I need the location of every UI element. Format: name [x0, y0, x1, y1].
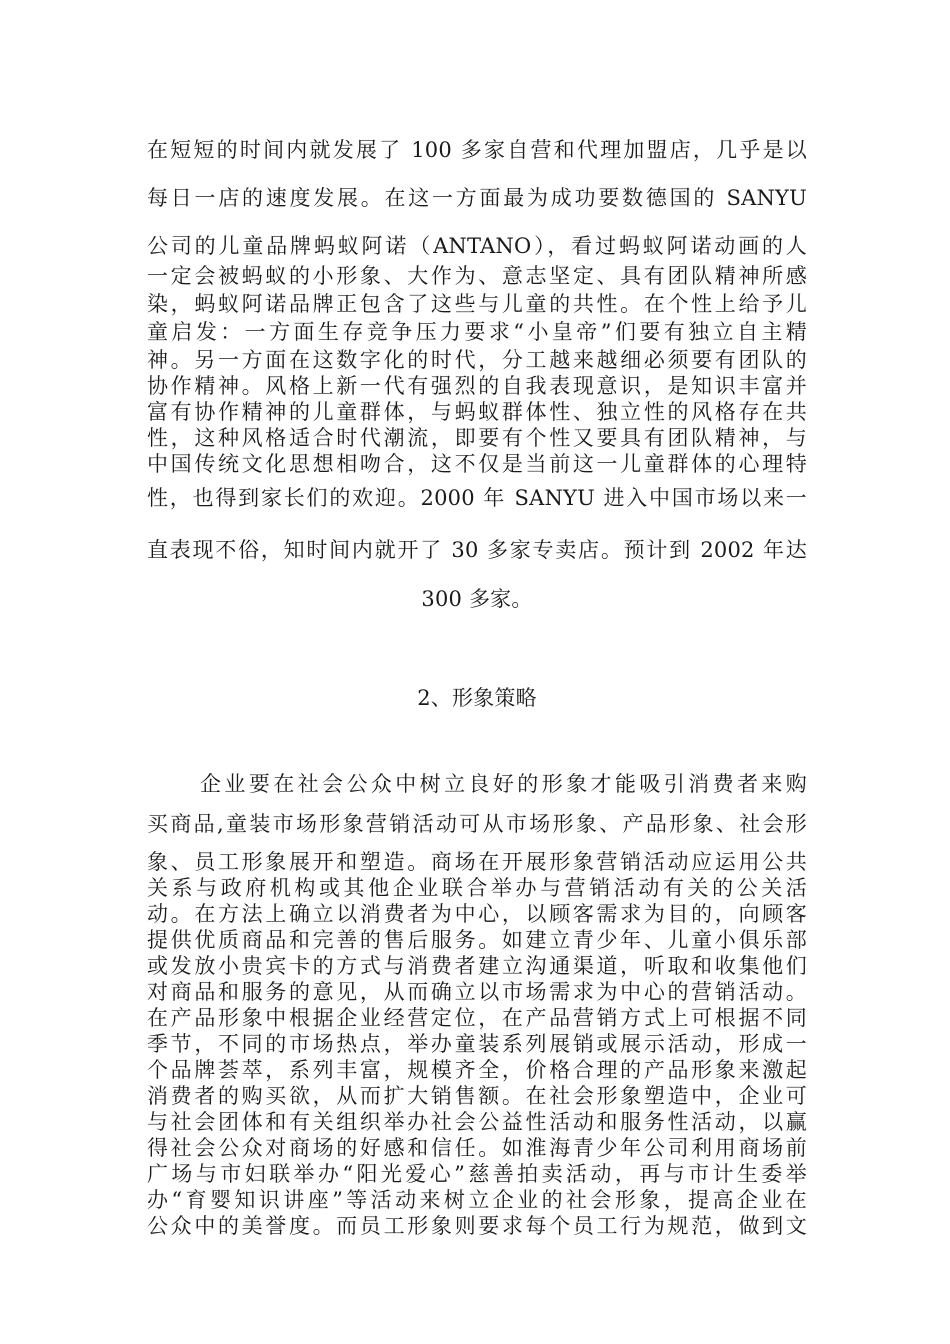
paragraph-line: 个品牌荟萃，系列丰富，规模齐全，价格合理的产品形象来激起	[147, 1058, 807, 1082]
paragraph-line: 染，蚂蚁阿诺品牌正包含了这些与儿童的共性。在个性上给予儿	[147, 292, 807, 316]
paragraph-line: 季节，不同的市场热点，举办童装系列展销或展示活动，形成一	[147, 1032, 807, 1056]
paragraph-line: 动。在方法上确立以消费者为中心，以顾客需求为目的，向顾客	[147, 902, 807, 926]
section-heading: 2、形象策略	[417, 686, 537, 710]
paragraph-line: 中国传统文化思想相吻合，这不仅是当前这一儿童群体的心理特	[147, 452, 807, 476]
paragraph-line: 性，这种风格适合时代潮流，即要有个性又要具有团队精神，与	[147, 426, 807, 450]
paragraph-line: 性，也得到家长们的欢迎。2000 年 SANYU 进入中国市场以来一	[147, 486, 807, 510]
paragraph-line: 企业要在社会公众中树立良好的形象才能吸引消费者来购	[200, 772, 807, 796]
paragraph-line: 或发放小贵宾卡的方式与消费者建立沟通渠道，听取和收集他们	[147, 954, 807, 978]
paragraph-line: 公司的儿童品牌蚂蚁阿诺（ANTANO），看过蚂蚁阿诺动画的人	[147, 234, 807, 258]
paragraph-line: 对商品和服务的意见，从而确立以市场需求为中心的营销活动。	[147, 980, 807, 1004]
paragraph-line: 与社会团体和有关组织举办社会公益性活动和服务性活动，以赢	[147, 1110, 807, 1134]
paragraph-line: 协作精神。风格上新一代有强烈的自我表现意识，是知识丰富并	[147, 374, 807, 398]
paragraph-line: 每日一店的速度发展。在这一方面最为成功要数德国的 SANYU	[147, 186, 807, 210]
paragraph-line: 神。另一方面在这数字化的时代，分工越来越细必须要有团队的	[147, 348, 807, 372]
paragraph-line: 童启发：一方面生存竞争压力要求“小皇帝”们要有独立自主精	[147, 320, 807, 344]
paragraph-line: 象、员工形象展开和塑造。商场在开展形象营销活动应运用公共	[147, 850, 807, 874]
paragraph-line: 公众中的美誉度。而员工形象则要求每个员工行为规范，做到文	[147, 1214, 807, 1238]
paragraph-line: 在短短的时间内就发展了 100 多家自营和代理加盟店，几乎是以	[147, 138, 807, 162]
paragraph-line: 消费者的购买欲，从而扩大销售额。在社会形象塑造中，企业可	[147, 1084, 807, 1108]
paragraph-line: 广场与市妇联举办“阳光爱心”慈善拍卖活动，再与市计生委举	[147, 1162, 807, 1186]
paragraph-line: 提供优质商品和完善的售后服务。如建立青少年、儿童小俱乐部	[147, 928, 807, 952]
paragraph-line: 在产品形象中根据企业经营定位，在产品营销方式上可根据不同	[147, 1006, 807, 1030]
paragraph-line: 买商品,童装市场形象营销活动可从市场形象、产品形象、社会形	[147, 812, 807, 836]
paragraph-line: 一定会被蚂蚁的小形象、大作为、意志坚定、具有团队精神所感	[147, 264, 807, 288]
paragraph-line: 富有协作精神的儿童群体，与蚂蚁群体性、独立性的风格存在共	[147, 400, 807, 424]
paragraph-line: 办“育婴知识讲座”等活动来树立企业的社会形象，提高企业在	[147, 1188, 807, 1212]
paragraph-line: 300 多家。	[421, 587, 533, 611]
paragraph-line: 关系与政府机构或其他企业联合举办与营销活动有关的公关活	[147, 876, 807, 900]
paragraph-line: 得社会公众对商场的好感和信任。如淮海青少年公司利用商场前	[147, 1136, 807, 1160]
paragraph-line: 直表现不俗，知时间内就开了 30 多家专卖店。预计到 2002 年达	[147, 538, 807, 562]
